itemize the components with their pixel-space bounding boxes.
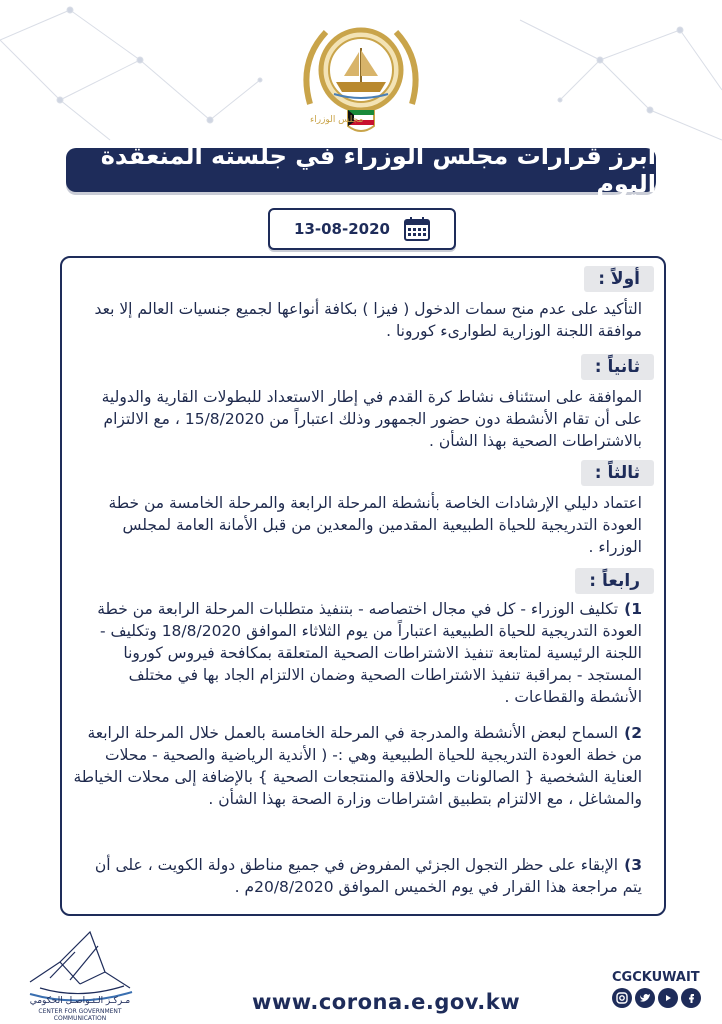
item-text: تكليف الوزراء - كل في مجال اختصاصه - بتنفيذ متطلبات المرحلة الرابعة من خطة العودة التدريجية للحياة الطبيعية اعتباراً من يوم الثلاثاء الموافق 18/8/2020 وتكليف - اللجنة الرئيسية لمتابعة تنفيذ الاشتراطات الصحية المتعلقة بمكافحة فيروس كورونا المستجد - بمراقبة تنفيذ الاشتراطات الصحية وضمان الالتزام الجاد بها في مختلف الأنشطة والقطاعات . bbox=[97, 600, 642, 706]
section-text-second: الموافقة على استئناف نشاط كرة القدم في إطار الاستعداد للبطولات القارية والدولية على أن تقام الأنشطة دون حضور الجمهور وذلك اعتباراً من 15/8/2020 ، مع الالتزام بالاشتراطات الصحية بهذا الشأن . bbox=[101, 388, 642, 450]
facebook-icon[interactable] bbox=[681, 988, 701, 1008]
item-text: الإبقاء على حظر التجول الجزئي المفروض في جميع مناطق دولة الكويت ، على أن يتم مراجعة هذا القرار في يوم الخميس الموافق 20/8/2020م . bbox=[94, 856, 642, 896]
emblem-text: مجلس الوزراء bbox=[310, 115, 364, 125]
decisions-panel bbox=[60, 256, 666, 916]
youtube-icon[interactable] bbox=[658, 988, 678, 1008]
title-bar bbox=[66, 142, 656, 198]
list-item bbox=[72, 854, 642, 898]
twitter-icon[interactable] bbox=[635, 988, 655, 1008]
section-heading-second: ثانياً : bbox=[581, 354, 654, 380]
list-item bbox=[72, 598, 642, 708]
list-item bbox=[72, 722, 642, 810]
date-pill bbox=[268, 208, 456, 250]
social-icons bbox=[612, 988, 701, 1008]
item-number: 2) bbox=[624, 724, 642, 742]
calendar-icon bbox=[404, 217, 430, 241]
website-link[interactable]: www.corona.e.gov.kw bbox=[252, 990, 521, 1014]
cgc-arabic-name: مـركـز الـتـواصـل الحكومي bbox=[29, 996, 131, 1006]
section-heading-fourth: رابعاً : bbox=[575, 568, 654, 594]
page-title: أبرز قرارات مجلس الوزراء في جلسته المنعقدة اليوم bbox=[100, 142, 656, 198]
kuwait-emblem bbox=[296, 12, 426, 144]
item-number: 1) bbox=[624, 600, 642, 618]
section-heading-first: أولاً : bbox=[584, 266, 654, 292]
cgc-english-name: CENTER FOR GOVERNMENT COMMUNICATION bbox=[38, 1008, 122, 1022]
section-heading-third: ثالثاً : bbox=[581, 460, 654, 486]
item-number: 3) bbox=[624, 856, 642, 874]
section-text-first: التأكيد على عدم منح سمات الدخول ( فيزا ) بكافة أنواعها لجميع جنسيات العالم إلا بعد موافقة اللجنة الوزارية لطوارىء كورونا . bbox=[94, 300, 642, 340]
item-text: السماح لبعض الأنشطة والمدرجة في المرحلة الخامسة بالعمل خلال المرحلة الرابعة من خطة العودة التدريجية للحياة الطبيعية وهي :- ( الأندية الرياضية والصحية - محلات العناية الشخصية { الصالونات والحلاقة والمنتجعات الصحية } بالإضافة إلى محلات الخياطة والمشاغل ، مع الالتزام بتطبيق اشتراطات وزارة الصحة بهذا الشأن . bbox=[73, 724, 642, 808]
section-text-third: اعتماد دليلي الإرشادات الخاصة بأنشطة المرحلة الرابعة والمرحلة الخامسة من خطة العودة التدريجية للحياة الطبيعية المقدمين والمعدين من قبل الأمانة العامة لمجلس الوزراء . bbox=[108, 494, 642, 556]
instagram-icon[interactable] bbox=[612, 988, 632, 1008]
social-handle: CGCKUWAIT bbox=[612, 970, 700, 985]
date-text: 13-08-2020 bbox=[294, 220, 390, 238]
